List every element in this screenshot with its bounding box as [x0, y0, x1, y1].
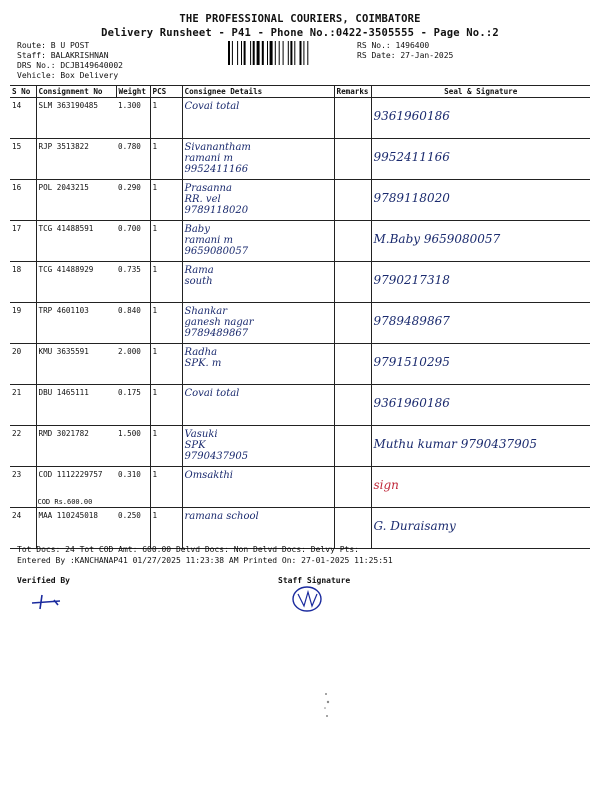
consignee-handwriting: Sivanantham ramani m 9952411166 — [184, 142, 251, 175]
consignee-handwriting: Prasanna RR. vel 9789118020 — [184, 183, 249, 216]
cell-consignee — [182, 467, 334, 508]
consignment-no: TCG 41488591 — [38, 224, 94, 233]
cell-weight: 0.840 — [116, 303, 150, 344]
cell-consignment — [36, 98, 116, 139]
cell-consignment — [36, 508, 116, 549]
table-header-row — [10, 86, 590, 98]
cell-consignment — [36, 344, 116, 385]
cell-pcs: 1 — [150, 426, 182, 467]
consignment-no: DBU 1465111 — [38, 388, 89, 397]
barcode-bar — [257, 41, 260, 65]
table-row — [10, 385, 590, 426]
barcode-bar — [290, 41, 292, 65]
barcode-bar — [232, 41, 233, 65]
cell-sno: 18 — [10, 262, 36, 303]
cell-sno: 23 — [10, 467, 36, 508]
cell-consignment — [36, 180, 116, 221]
consignment-no: POL 2043215 — [38, 183, 89, 192]
barcode-bar — [267, 41, 268, 65]
cell-weight: 0.250 — [116, 508, 150, 549]
footer-totals: Tot Docs: 24 Tot COD Amt: 600.00 Delvd Docs: Non Delvd Docs: Delvy Pts: — [17, 545, 359, 554]
barcode-bar — [250, 41, 251, 65]
barcode-bar — [303, 41, 304, 65]
cell-pcs: 1 — [150, 98, 182, 139]
cell-sno: 16 — [10, 180, 36, 221]
cell-consignment — [36, 262, 116, 303]
table-row — [10, 303, 590, 344]
cell-consignee — [182, 303, 334, 344]
staff: Staff: BALAKRISHNAN — [17, 51, 109, 60]
table-row — [10, 344, 590, 385]
cell-consignment — [36, 303, 116, 344]
table-row — [10, 139, 590, 180]
consignee-handwriting: Baby ramani m 9659080057 — [184, 224, 249, 257]
barcode-bar — [253, 41, 255, 65]
consignee-handwriting: Covai total — [184, 101, 240, 112]
consignee-handwriting: ramana school — [184, 511, 259, 522]
route: Route: B U POST — [17, 41, 90, 50]
cell-weight: 1.500 — [116, 426, 150, 467]
cell-sno: 24 — [10, 508, 36, 549]
cell-consignment — [36, 385, 116, 426]
cell-sno: 17 — [10, 221, 36, 262]
barcode-bar — [241, 41, 242, 65]
barcode-bar — [244, 41, 246, 65]
cell-pcs: 1 — [150, 303, 182, 344]
cell-remarks — [334, 98, 371, 139]
cell-remarks — [334, 508, 371, 549]
seal-signature: M.Baby 9659080057 — [373, 232, 501, 246]
cell-weight: 0.700 — [116, 221, 150, 262]
table-row — [10, 426, 590, 467]
cell-weight: 2.000 — [116, 344, 150, 385]
cell-seal — [371, 385, 590, 426]
cell-seal — [371, 508, 590, 549]
meta-left — [17, 41, 237, 81]
cell-consignee — [182, 98, 334, 139]
consignment-no: KMU 3635591 — [38, 347, 89, 356]
cell-remarks — [334, 303, 371, 344]
seal-signature: 9361960186 — [373, 396, 450, 410]
consignment-no: TCG 41488929 — [38, 265, 94, 274]
consignment-no: MAA 110245018 — [38, 511, 98, 520]
seal-signature: sign — [373, 478, 399, 492]
barcode-bar — [237, 41, 238, 65]
seal-signature: 9789118020 — [373, 191, 450, 205]
consignment-no: COD 1112229757 — [38, 470, 103, 479]
cell-remarks — [334, 139, 371, 180]
cell-pcs: 1 — [150, 139, 182, 180]
cell-sno: 15 — [10, 139, 36, 180]
runsheet-title: Delivery Runsheet - P41 - Phone No.:0422-3505555 - Page No.:2 — [101, 27, 499, 39]
header-sno: S No — [10, 86, 36, 98]
cell-pcs: 1 — [150, 508, 182, 549]
cell-consignee — [182, 221, 334, 262]
scan-speck — [320, 690, 334, 720]
footer-entered: Entered By :KANCHANAP41 01/27/2025 11:23:38 AM Printed On: 27-01-2025 11:25:51 — [17, 556, 393, 565]
barcode-bar — [279, 41, 280, 65]
consignee-handwriting: Omsakthi — [184, 470, 233, 481]
seal-signature: Muthu kumar 9790437905 — [373, 437, 538, 451]
cell-remarks — [334, 385, 371, 426]
cell-pcs: 1 — [150, 385, 182, 426]
cod-amount-note: COD Rs.600.00 — [37, 498, 93, 506]
cell-consignee — [182, 508, 334, 549]
barcode-bar — [270, 41, 273, 65]
cell-remarks — [334, 344, 371, 385]
cell-seal — [371, 139, 590, 180]
consignment-no: SLM 363190485 — [38, 101, 98, 110]
table-row — [10, 180, 590, 221]
staff-signature-label: Staff Signature — [278, 576, 351, 585]
consignment-no: RMD 3021782 — [38, 429, 89, 438]
staff-signature-mark — [290, 584, 324, 614]
table-row — [10, 221, 590, 262]
seal-signature: 9791510295 — [373, 355, 450, 369]
consignment-no: RJP 3513822 — [38, 142, 89, 151]
cell-seal — [371, 344, 590, 385]
barcode-bar — [275, 41, 276, 65]
cell-pcs: 1 — [150, 467, 182, 508]
cell-weight: 0.735 — [116, 262, 150, 303]
cell-seal — [371, 426, 590, 467]
cell-remarks — [334, 467, 371, 508]
header-weight: Weight — [116, 86, 150, 98]
cell-remarks — [334, 262, 371, 303]
header-consignment: Consignment No — [36, 86, 116, 98]
cell-remarks — [334, 221, 371, 262]
cell-pcs: 1 — [150, 221, 182, 262]
header-consignee: Consignee Details — [182, 86, 334, 98]
company-title: THE PROFESSIONAL COURIERS, COIMBATORE — [179, 13, 421, 25]
barcode-bar — [288, 41, 289, 65]
cell-pcs: 1 — [150, 344, 182, 385]
table-row — [10, 467, 590, 508]
cell-sno: 20 — [10, 344, 36, 385]
cell-weight: 1.300 — [116, 98, 150, 139]
seal-signature: 9952411166 — [373, 150, 450, 164]
cell-seal — [371, 303, 590, 344]
cell-weight: 0.290 — [116, 180, 150, 221]
barcode-bar — [300, 41, 302, 65]
cell-weight: 0.175 — [116, 385, 150, 426]
vehicle: Vehicle: Box Delivery — [17, 71, 119, 80]
rs-no: RS No.: 1496400 — [357, 41, 430, 50]
seal-signature: 9789489867 — [373, 314, 450, 328]
cell-pcs: 1 — [150, 262, 182, 303]
cell-consignment — [36, 221, 116, 262]
meta-right — [357, 41, 557, 61]
header-pcs: PCS — [150, 86, 182, 98]
cell-seal — [371, 221, 590, 262]
barcode-bar — [228, 41, 230, 65]
cell-remarks — [334, 426, 371, 467]
cell-seal — [371, 467, 590, 508]
cell-weight: 0.310 — [116, 467, 150, 508]
barcode-bar — [262, 41, 264, 65]
verifier-signature-mark — [30, 592, 70, 612]
cell-consignee — [182, 385, 334, 426]
barcode — [227, 41, 345, 65]
cell-consignee — [182, 426, 334, 467]
seal-signature: G. Duraisamy — [373, 519, 456, 533]
cell-consignee — [182, 344, 334, 385]
verified-by-label: Verified By — [17, 576, 70, 585]
cell-consignment — [36, 426, 116, 467]
consignee-handwriting: Covai total — [184, 388, 240, 399]
cell-weight: 0.780 — [116, 139, 150, 180]
seal-signature: 9790217318 — [373, 273, 450, 287]
cell-seal — [371, 180, 590, 221]
cell-seal — [371, 98, 590, 139]
runsheet-table — [10, 85, 590, 549]
cell-sno: 22 — [10, 426, 36, 467]
rs-date: RS Date: 27-Jan-2025 — [357, 51, 454, 60]
cell-remarks — [334, 180, 371, 221]
cell-pcs: 1 — [150, 180, 182, 221]
drs-no: DRS No.: DCJB149640002 — [17, 61, 123, 70]
consignee-handwriting: Rama south — [184, 265, 214, 287]
seal-signature: 9361960186 — [373, 109, 450, 123]
table-row — [10, 508, 590, 549]
cell-sno: 21 — [10, 385, 36, 426]
header-seal: Seal & Signature — [371, 86, 590, 98]
barcode-bar — [283, 41, 284, 65]
table-row — [10, 98, 590, 139]
barcode-bar — [307, 41, 308, 65]
cell-consignee — [182, 262, 334, 303]
cell-consignment — [36, 139, 116, 180]
cell-consignee — [182, 180, 334, 221]
consignee-handwriting: Radha SPK. m — [184, 347, 222, 369]
cell-consignee — [182, 139, 334, 180]
cell-sno: 14 — [10, 98, 36, 139]
cell-consignment — [36, 467, 116, 508]
cell-seal — [371, 262, 590, 303]
table-row — [10, 262, 590, 303]
header-remarks: Remarks — [334, 86, 371, 98]
barcode-bar — [294, 41, 295, 65]
consignee-handwriting: Shankar ganesh nagar 9789489867 — [184, 306, 254, 339]
cell-sno: 19 — [10, 303, 36, 344]
consignee-handwriting: Vasuki SPK 9790437905 — [184, 429, 249, 462]
consignment-no: TRP 4601103 — [38, 306, 89, 315]
